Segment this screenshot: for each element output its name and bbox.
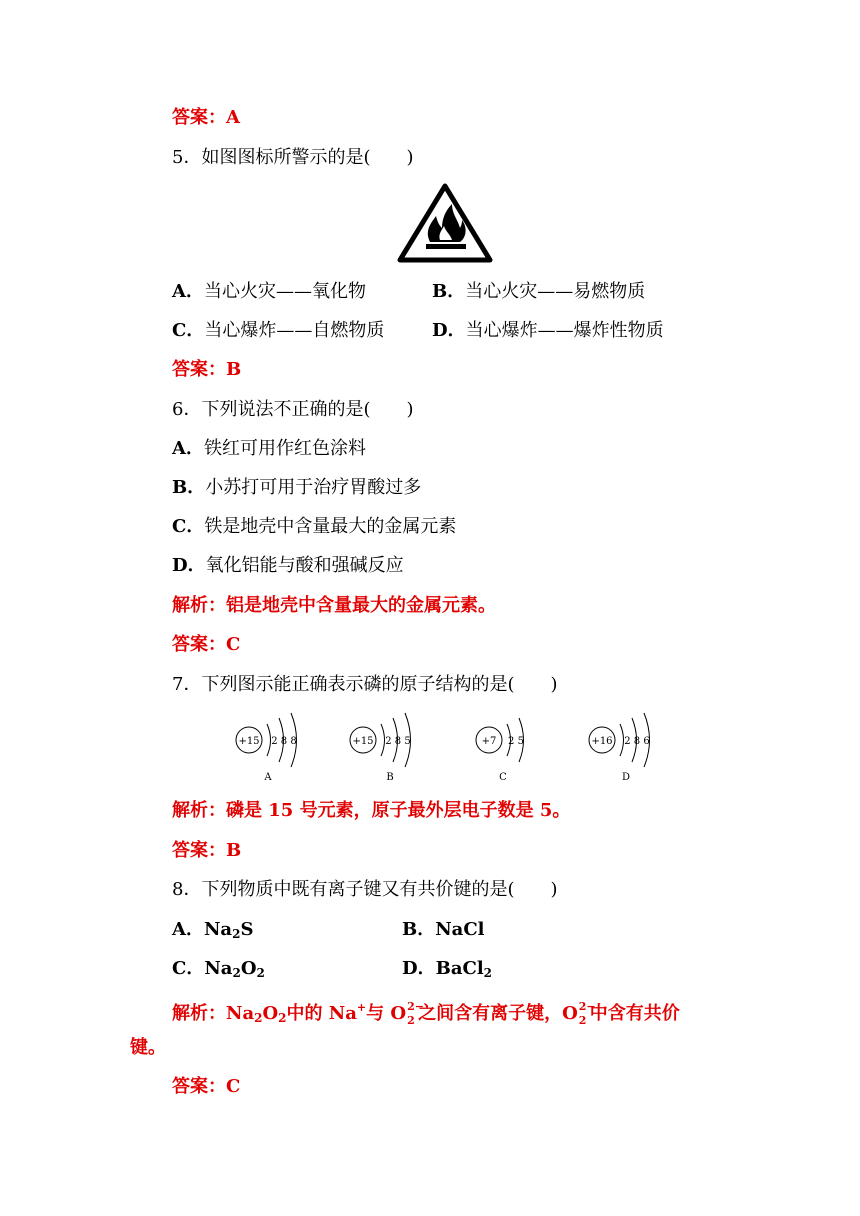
analysis-text: 铝是地壳中含量最大的金属元素。 [226,595,496,616]
answer-label: 答案： [172,107,226,128]
q5-option-d [432,319,664,343]
analysis-part: 中含有共价 [589,1003,680,1024]
formula-part: S [240,919,254,940]
peroxide-ion-charge [406,1000,424,1027]
atom-nucleus: +7 [481,736,497,747]
atom-nucleus: +15 [238,736,260,747]
answer-label: 答案： [172,840,226,861]
q8-stem: 8．下列物质中既有离子键又有共价键的是( ) [172,879,558,900]
analysis-part: Na [226,1003,255,1024]
option-text: 小苏打可用于治疗胃酸过多 [205,477,422,498]
analysis-label: 解析： [172,800,226,821]
flammable-warning-icon [396,182,494,264]
answer-value: A [226,107,240,128]
option-letter: C． [172,320,205,341]
option-text: 铁红可用作红色涂料 [203,438,366,459]
atom-shells: 2 8 6 [624,736,650,747]
q7-answer-line [172,839,241,863]
atom-letter: A [264,772,272,783]
option-letter: D． [402,958,436,979]
q6-answer-line [172,633,240,657]
q8-analysis-continuation [130,1036,166,1060]
option-text: 当心火灾——易燃物质 [465,281,646,302]
analysis-label: 解析： [172,1003,226,1024]
atom-letter: C [499,772,507,783]
atom-diagram-c [472,710,542,786]
answer-value: C [226,634,241,655]
answer-value: C [226,1076,241,1097]
atom-diagram-d [585,710,665,786]
option-letter: A． [172,438,204,459]
ion-charge: 2− [407,1000,424,1013]
analysis-part: 键。 [130,1037,166,1058]
option-letter: A． [172,281,204,302]
ion-subscript: 2 [407,1014,415,1027]
analysis-text: 磷是 15 号元素，原子最外层电子数是 5。 [226,800,571,821]
ion-charge: 2− [578,1000,596,1013]
q6-option-c [172,515,456,539]
atom-nucleus: +15 [352,736,374,747]
atom-diagram-a [232,710,312,786]
atom-shells: 2 8 8 [271,736,297,747]
analysis-subscript: 2 [278,1011,287,1025]
analysis-part: O [262,1003,279,1024]
q7-stem: 7．下列图示能正确表示磷的原子结构的是( ) [172,674,558,695]
atom-letter: D [621,772,631,783]
formula-part: O [240,958,257,979]
q8-option-c [172,957,265,985]
option-letter: A． [172,919,204,940]
option-letter: D． [172,555,206,576]
answer-value: B [226,359,242,380]
atom-shells: 2 8 5 [385,736,411,747]
q5-stem: 5．如图图标所警示的是( ) [172,147,414,168]
analysis-part: 之间含有离子键，O [418,1003,578,1024]
analysis-label: 解析： [172,595,226,616]
answer-value: B [226,840,242,861]
option-text: 当心火灾——氧化物 [203,281,366,302]
q6-stem: 6．下列说法不正确的是( ) [172,399,414,420]
option-letter: B． [432,281,466,302]
atom-nucleus: +16 [591,736,613,747]
answer-label: 答案： [172,359,226,380]
q8-analysis [172,996,680,1030]
q8-option-d [402,957,492,985]
option-text: 氧化铝能与酸和强碱反应 [205,555,404,576]
formula-subscript: 2 [232,966,241,980]
atom-shells: 2 5 [508,736,524,747]
q6-option-d [172,554,404,578]
q5-option-b [432,280,645,304]
analysis-subscript: 2 [254,1011,263,1025]
q6-analysis [172,594,496,618]
option-text: 铁是地壳中含量最大的金属元素 [204,516,457,537]
atom-diagram-b [346,710,426,786]
option-letter: B． [172,477,206,498]
answer-label: 答案： [172,1076,226,1097]
answer-label: 答案： [172,634,226,655]
peroxide-ion-charge [578,1000,596,1027]
q6-option-a [172,437,366,461]
formula-part: Na [204,958,233,979]
q5-option-a [172,280,366,304]
q8-answer-line [172,1075,240,1099]
q7-analysis [172,799,570,823]
formula-part: NaCl [435,919,485,940]
formula-subscript: 2 [232,927,241,941]
q8-option-a [172,918,253,946]
option-text: 当心爆炸——自燃物质 [204,320,385,341]
answer-prev-line [172,106,240,130]
option-letter: D． [432,320,466,341]
q6-option-b [172,476,421,500]
analysis-part: 与 O [366,1003,407,1024]
option-letter: B． [402,919,436,940]
formula-subscript: 2 [256,966,265,980]
q5-option-c [172,319,384,343]
option-text: 当心爆炸——爆炸性物质 [465,320,664,341]
ion-subscript: 2 [578,1014,587,1027]
formula-part: BaCl [435,958,484,979]
option-letter: C． [172,516,205,537]
formula-subscript: 2 [483,966,493,980]
analysis-part: 中的 Na [286,1003,357,1024]
analysis-superscript: + [356,1001,367,1014]
formula-part: Na [203,919,233,940]
q5-answer-line [172,358,241,382]
atom-letter: B [386,772,394,783]
q8-option-b [402,918,485,942]
option-letter: C． [172,958,205,979]
